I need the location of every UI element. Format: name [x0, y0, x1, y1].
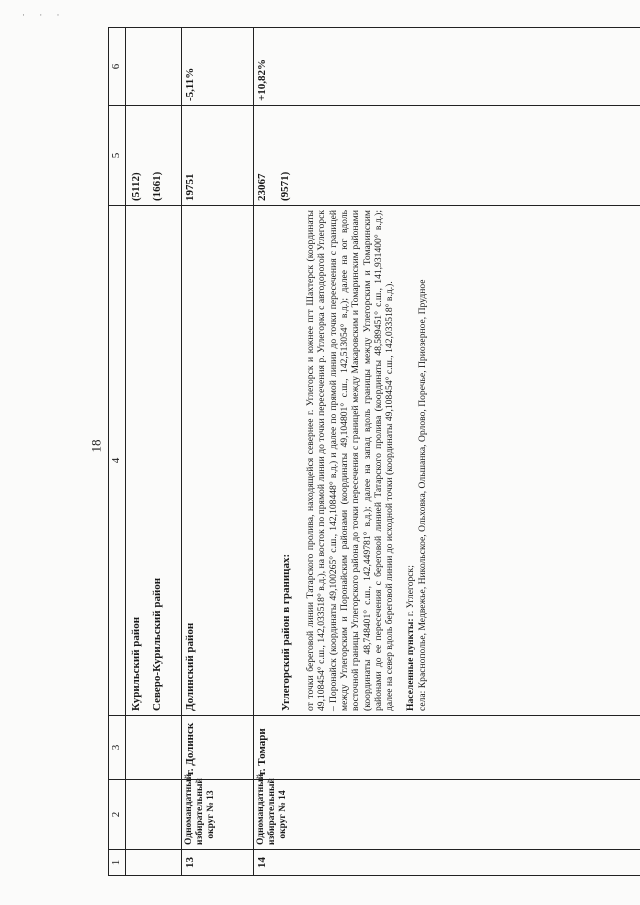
row14-voters-cell: [254, 106, 640, 206]
column-number-row: [109, 28, 126, 876]
continuation-districts: [126, 206, 182, 716]
row14-okrug: Одномандатный избирательный округ № 14: [254, 780, 640, 850]
row14-center: г. Томари: [254, 716, 640, 780]
col-num-3: 3: [109, 716, 126, 780]
col-num-4: 4: [109, 206, 126, 716]
col-num-2: 2: [109, 780, 126, 850]
col-num-5: 5: [109, 106, 126, 206]
row14-deviation: +10,82%: [254, 28, 640, 106]
table-row-14: [254, 28, 640, 876]
row14-territory: [254, 206, 640, 716]
rotated-table-container: [108, 28, 608, 876]
row14-settlements-city: г. Углегорск;: [405, 565, 417, 617]
table-row-13: [182, 28, 254, 876]
scan-specks: · · ·: [22, 10, 66, 20]
district-kurilsky: Курильский район: [130, 616, 142, 711]
value-kurilsky: (5112): [130, 172, 142, 201]
row13-voters: 19751: [182, 106, 254, 206]
row13-number: 13: [182, 850, 254, 876]
col-num-6: 6: [109, 28, 126, 106]
row14-number: 14: [254, 850, 640, 876]
row14-settlements-label: Населенные пункты:: [405, 618, 417, 711]
continuation-row: [126, 28, 182, 876]
page-number: 18: [88, 439, 104, 453]
row14-settlements: [405, 210, 416, 711]
districts-table: [108, 27, 640, 876]
row14-settlements-villages: села: Краснополье, Медвежье, Никольское, Ольховка, Ольшанка, Орлово, Поречье, Приозерное, Прудное: [416, 279, 428, 711]
col-num-1: 1: [109, 850, 126, 876]
row14-territory-title: Углегорский район в границах:: [280, 553, 292, 711]
row14-territory-text: от точки береговой линии Татарского пролива, находящейся севернее г. Углегорск и южнее пгт Шахтерск (координаты 49,108454° с.ш., 142,033518° в.д.), на восток по прямой линии до точки пересечения р. Углегорка с автодорогой Углегорск – Поронайск (координаты 49,100265° с.ш., 142,108448° в.д.) и далее по прямой линии до точки пересечения с границей между Углегорским и Поронайским районами (координаты 49,104801° с.ш., 142,513054° в.д.); далее на юг вдоль восточной границы Углегорского района до точки пересечения с границей между Макаровским и Томаринским районами (координаты 48,748401° с.ш., 142,449781° в.д.); далее на запад вдоль границы между Углегорским и Томаринским районами до ее пересечения с береговой линией Татарского пролива (координаты 48,589451° с.ш., 141,931400° в.д.); далее на север вдоль береговой линии до исходной точки (координаты 49,108454° с.ш., 142,033518° в.д.).: [304, 210, 396, 711]
row13-okrug: Одномандатный избирательный округ № 13: [182, 780, 254, 850]
row14-voters-sub: (9571): [278, 171, 291, 201]
row14-voters: 23067: [256, 173, 268, 201]
row13-deviation: -5,11%: [182, 28, 254, 106]
district-severo-kurilsky: Северо-Курильский район: [150, 577, 163, 711]
row13-center: г. Долинск: [182, 716, 254, 780]
value-severo-kurilsky: (1661): [150, 171, 163, 201]
row13-territory: Долинский район: [182, 206, 254, 716]
continuation-values: [126, 106, 182, 206]
